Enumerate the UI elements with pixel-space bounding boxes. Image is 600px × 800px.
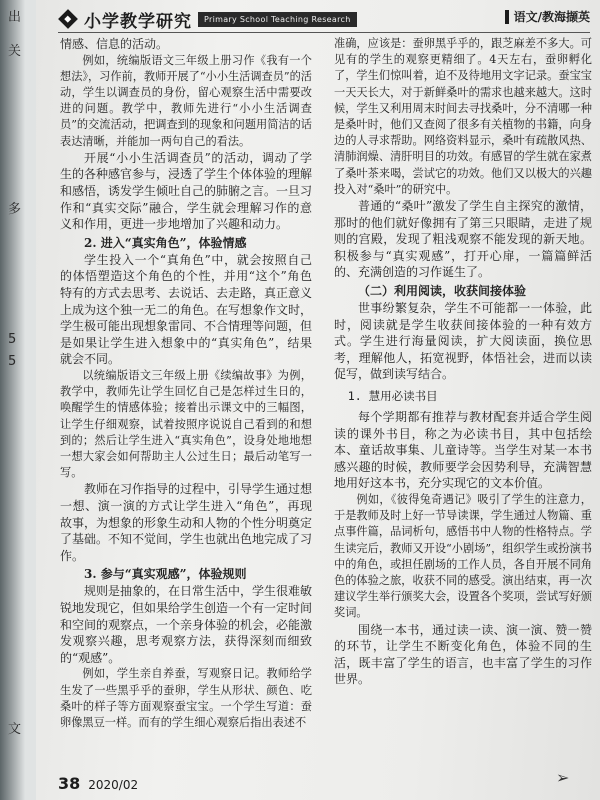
- edge-text-fragment: 关: [8, 44, 22, 59]
- body-paragraph: 普通的“桑叶”激发了学生自主探究的激情，那时的他们就好像拥有了第三只眼睛，走进了规则的宫殿，发现了粗浅观察不能发现的新天地。积极参与“真实观感”，打开心扉，一篇篇鲜活的、充满创造的习作诞生了。: [334, 199, 592, 280]
- body-paragraph: 学生投入一个“真角色”中，就会按照自己的体悟塑造这个角色的个性，并用“这个”角色特有的方式去思考、去说话、去走路，真正意义上成为这个独一无二的角色。在写想象作文时，学生极可能出现想象雷同、不合情理等问题，但是如果让学生进入想象中的“真实角色”，结果就会不同。: [60, 252, 313, 367]
- example-paragraph: 准确，应该是：蚕卵黑乎乎的，跟芝麻差不多大。可见有的学生的观察更精细了。4天左右，蚕卵孵化了，学生们惊叫着，迫不及待地用文字记录。蚕宝宝一天天长大，对于新鲜桑叶的需求也越来越大。这时候，学生又利用周末时间去寻找桑叶，分不清哪一种是桑叶时，他们又查阅了很多有关植物的书籍，向身边的人寻求帮助。网络资料显示，桑叶有疏散风热、清肺润燥、清肝明目的功效。有感冒的学生就在家煮了桑叶茶来喝，尝试它的功效。他们又以极大的兴趣投入对“桑叶”的研究中。: [334, 37, 592, 196]
- issue-date: 2020/02: [88, 778, 139, 792]
- magazine-page: [36, 0, 600, 800]
- page-header-left: [58, 8, 357, 30]
- previous-page-edge: [0, 0, 36, 800]
- body-paragraph: 教师在习作指导的过程中，引导学生通过想一想、演一演的方式让学生进入“角色”，再现故事，为想象的形象生动和人物的个性分明奠定了基础。不知不觉间，学生也就出色地完成了习作。: [60, 482, 313, 563]
- page-number: 38: [58, 774, 81, 793]
- body-paragraph: 情感、信息的活动。: [60, 37, 169, 51]
- left-column: [60, 36, 312, 731]
- example-paragraph: 例如，统编版语文三年级上册习作《我有一个想法》，习作前，教师开展了“小小生活调查员”的活动，学生以调查员的身份，留心观察生活中需要改进的问题。教学中，教师先进行“小小生活调查员”的交流活动，把调查到的现象和问题用简洁的话表达清晰，并能加一两句自己的看法。: [60, 53, 312, 148]
- journal-title-english: Primary School Teaching Research: [198, 12, 357, 27]
- continue-arrow-icon: ➢: [556, 768, 570, 787]
- edge-text-fragment: 文: [8, 722, 22, 737]
- journal-logo-icon: ◆: [58, 9, 78, 29]
- edge-text-fragment: 出: [8, 10, 22, 25]
- header-divider: [58, 32, 590, 33]
- example-paragraph: 例如，《彼得兔奇遇记》吸引了学生的注意力，于是教师及时上好一节导读课，学生通过人物篇、重点事件篇，品词析句，感悟书中人物的性格特点。学生读完后，教师又开设“小剧场”，组织学生或扮演书中的角色，或担任剧场的工作人员，各自开展不同角色的体验之旅，收获不同的感受。演出结束，再一次建议学生举行颁奖大会，设置各个奖项，尝试写好颁奖词。: [334, 492, 592, 620]
- page-footer: [58, 774, 138, 793]
- body-paragraph: 开展“小小生活调查员”的活动，调动了学生的各种感官参与，浸透了学生个体体验的理解和感悟，诱发学生倾吐自己的肺腑之言。一旦习作和“真实交际”融合，学生就会理解习作的意义和作用，更进一步地增加了兴趣和动力。: [60, 150, 313, 232]
- example-paragraph: 以统编版语文三年级上册《续编故事》为例，教学中，教师先让学生回忆自己是怎样过生日的，唤醒学生的情感体验；接着出示课文中的三幅图，让学生仔细观察，试着按照序说说自己看到的和想到的；然后让学生进入“真实角色”，设身处地地想一想大家会如何帮助主人公过生日；最后动笔写一写。: [60, 368, 312, 480]
- section-heading: 3. 参与“真实观感”，体验规则: [84, 567, 247, 582]
- body-paragraph: 规则是抽象的，在日常生活中，学生很难敏锐地发现它，但如果给学生创造一个有一定时间和空间的观察点，一个亲身体验的机会，必能激发观察兴趣，思考观察方法，获得深刻而细致的“观感”。: [60, 584, 313, 665]
- journal-title: 小学教学研究: [84, 11, 192, 32]
- body-paragraph: 世事纷繁复杂，学生不可能都一一体验，此时，阅读就是学生收获间接体验的一种有效方式。学生进行海量阅读，扩大阅读面，换位思考，理解他人，拓宽视野，体悟社会，进而以读促写，做到读写结合。: [334, 301, 592, 382]
- body-paragraph: 围绕一本书，通过读一读、演一演、赞一赞的环节，让学生不断变化角色，体验不同的生活，既丰富了学生的语言，也丰富了学生的习作世界。: [334, 622, 592, 687]
- edge-text-fragment: 多: [8, 202, 22, 217]
- section-name: 语文/教海撷英: [513, 10, 590, 24]
- body-paragraph: 每个学期都有推荐与教材配套并适合学生阅读的课外书目，称之为必读书目，其中包括绘本、童话故事集、儿童诗等。当学生对某一本书感兴趣的时候，教师要学会因势利导，充满智慧地用好这本书，充分实现它的文本价值。: [334, 409, 592, 491]
- section-heading: （二）利用阅读，收获间接体验: [358, 284, 527, 298]
- section-label: [505, 8, 590, 25]
- section-bar-icon: [505, 10, 509, 24]
- right-column: [334, 36, 592, 688]
- example-paragraph: 例如，学生亲自养蚕，写观察日记。教师给学生发了一些黑乎乎的蚕卵，学生从形状、颜色、吃桑叶的样子等方面观察蚕宝宝。一个学生写道：蚕卵像黑豆一样。而有的学生细心观察后指出表述不: [60, 667, 312, 729]
- subsection-heading: 1. 慧用必读书目: [347, 388, 438, 403]
- edge-text-fragment: 5: [8, 354, 17, 369]
- edge-text-fragment: 5: [8, 332, 17, 347]
- section-heading: 2. 进入“真实角色”，体验情感: [84, 235, 247, 250]
